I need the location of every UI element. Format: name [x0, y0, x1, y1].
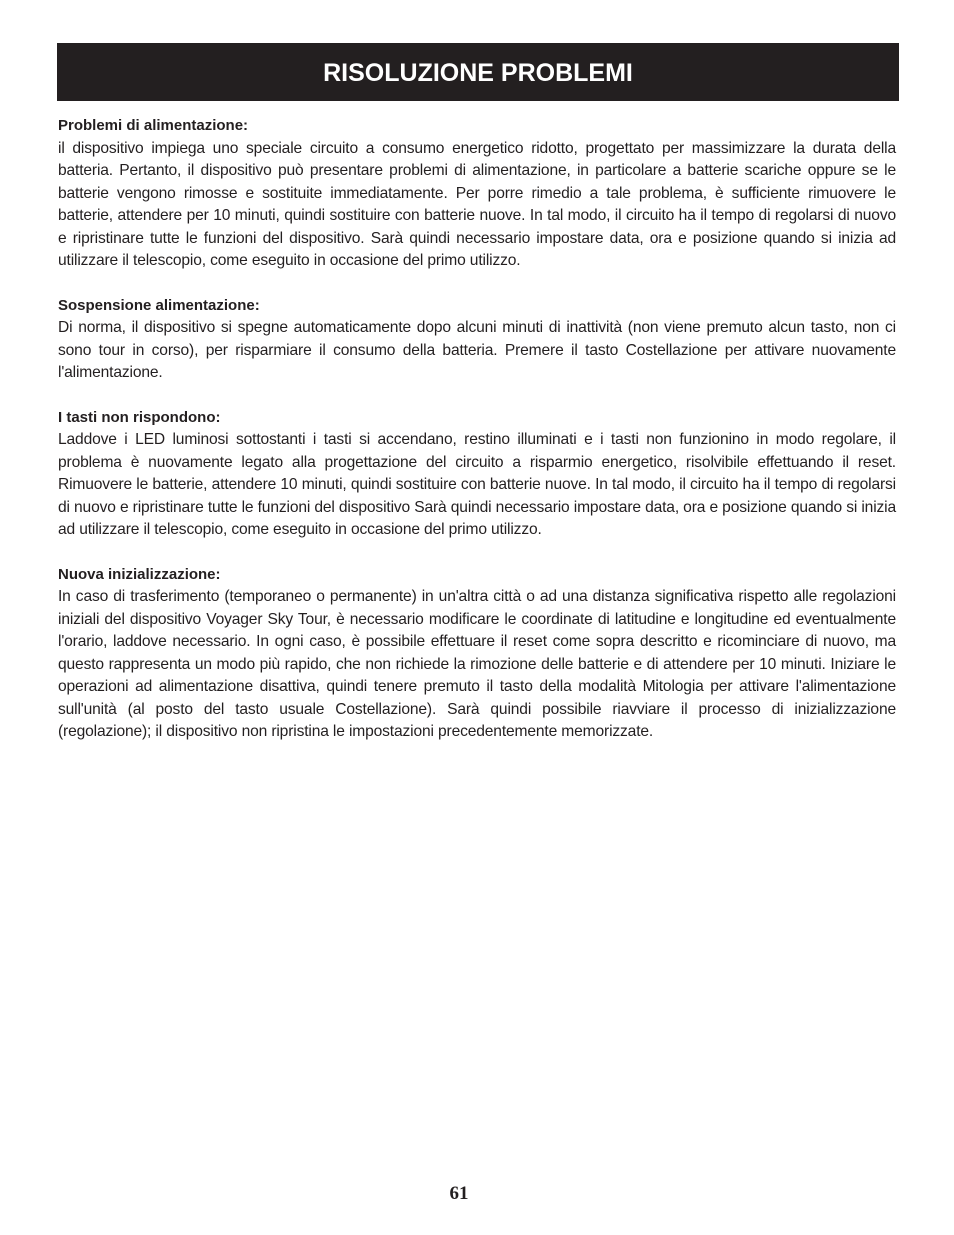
section-heading: Sospensione alimentazione:: [58, 296, 260, 314]
section-body: Laddove i LED luminosi sottostanti i tasti si accendano, restino illuminati e i tasti non funzionino in modo regolare, il problema è nuovamente legato alla progettazione del circuito a risparmio energetico, risolvibile effettuando il reset. Rimuovere le batterie, attendere 10 minuti, quindi sostituire con batterie nuove. In tal modo, il circuito ha il tempo di regolarsi di nuovo e ripristinare tutte le funzioni del dispositivo Sarà quindi necessario impostare data, ora e posizione quando si inizia ad utilizzare il telescopio, come eseguito in occasione del primo utilizzo.: [58, 431, 896, 538]
section-body: In caso di trasferimento (temporaneo o permanente) in un'altra città o ad una distanza significativa rispetto alle regolazioni iniziali del dispositivo Voyager Sky Tour, è necessario modificare le coordinate di latitudine e longitudine ed eventualmente l'orario, laddove necessario. In ogni caso, è possibile effettuare il reset come sopra descritto e ricominciare di nuovo, ma questo rappresenta un modo più rapido, che non richiede la rimozione delle batterie e di attendere per 10 minuti. Iniziare le operazioni ad alimentazione disattiva, quindi tenere premuto il tasto della modalità Mitologia per attivare l'alimentazione sull'unità (al posto del tasto usuale Costellazione). Sarà quindi possibile riavviare il processo di inizializzazione (regolazione); il dispositivo non ripristina le impostazioni precedentemente memorizzate.: [58, 588, 896, 740]
section-reinitialization: [58, 564, 896, 744]
section-heading: Nuova inizializzazione:: [58, 565, 221, 583]
section-body: il dispositivo impiega uno speciale circuito a consumo energetico ridotto, progettato per massimizzare la durata della batteria. Pertanto, il dispositivo può presentare problemi di alimentazione, in particolare a batterie scariche oppure se le batterie vengono rimosse e sostituite immediatamente. Per porre rimedio a tale problema, è sufficiente rimuovere le batterie, attendere per 10 minuti, quindi sostituire con batterie nuove. In tal modo, il circuito ha il tempo di regolarsi di nuovo e ripristinare tutte le funzioni del dispositivo. Sarà quindi necessario impostare data, ora e posizione quando si inizia ad utilizzare il telescopio, come eseguito in occasione del primo utilizzo.: [58, 139, 896, 269]
section-heading: Problemi di alimentazione:: [58, 117, 249, 134]
section-power-suspension: [58, 295, 896, 385]
section-heading: I tasti non rispondono:: [58, 408, 221, 426]
content-area: [58, 115, 896, 766]
page-number: 61: [449, 1183, 469, 1204]
section-body: Di norma, il dispositivo si spegne automaticamente dopo alcuni minuti di inattività (non viene premuto alcun tasto, non ci sono tour in corso), per risparmiare il consumo della batteria. Premere il tasto Costellazione per attivare nuovamente l'alimentazione.: [58, 319, 896, 381]
page-title: RISOLUZIONE PROBLEMI: [323, 58, 633, 87]
section-power-problems: [58, 115, 896, 273]
section-keys-unresponsive: [58, 407, 896, 542]
header-bar: [57, 43, 899, 101]
